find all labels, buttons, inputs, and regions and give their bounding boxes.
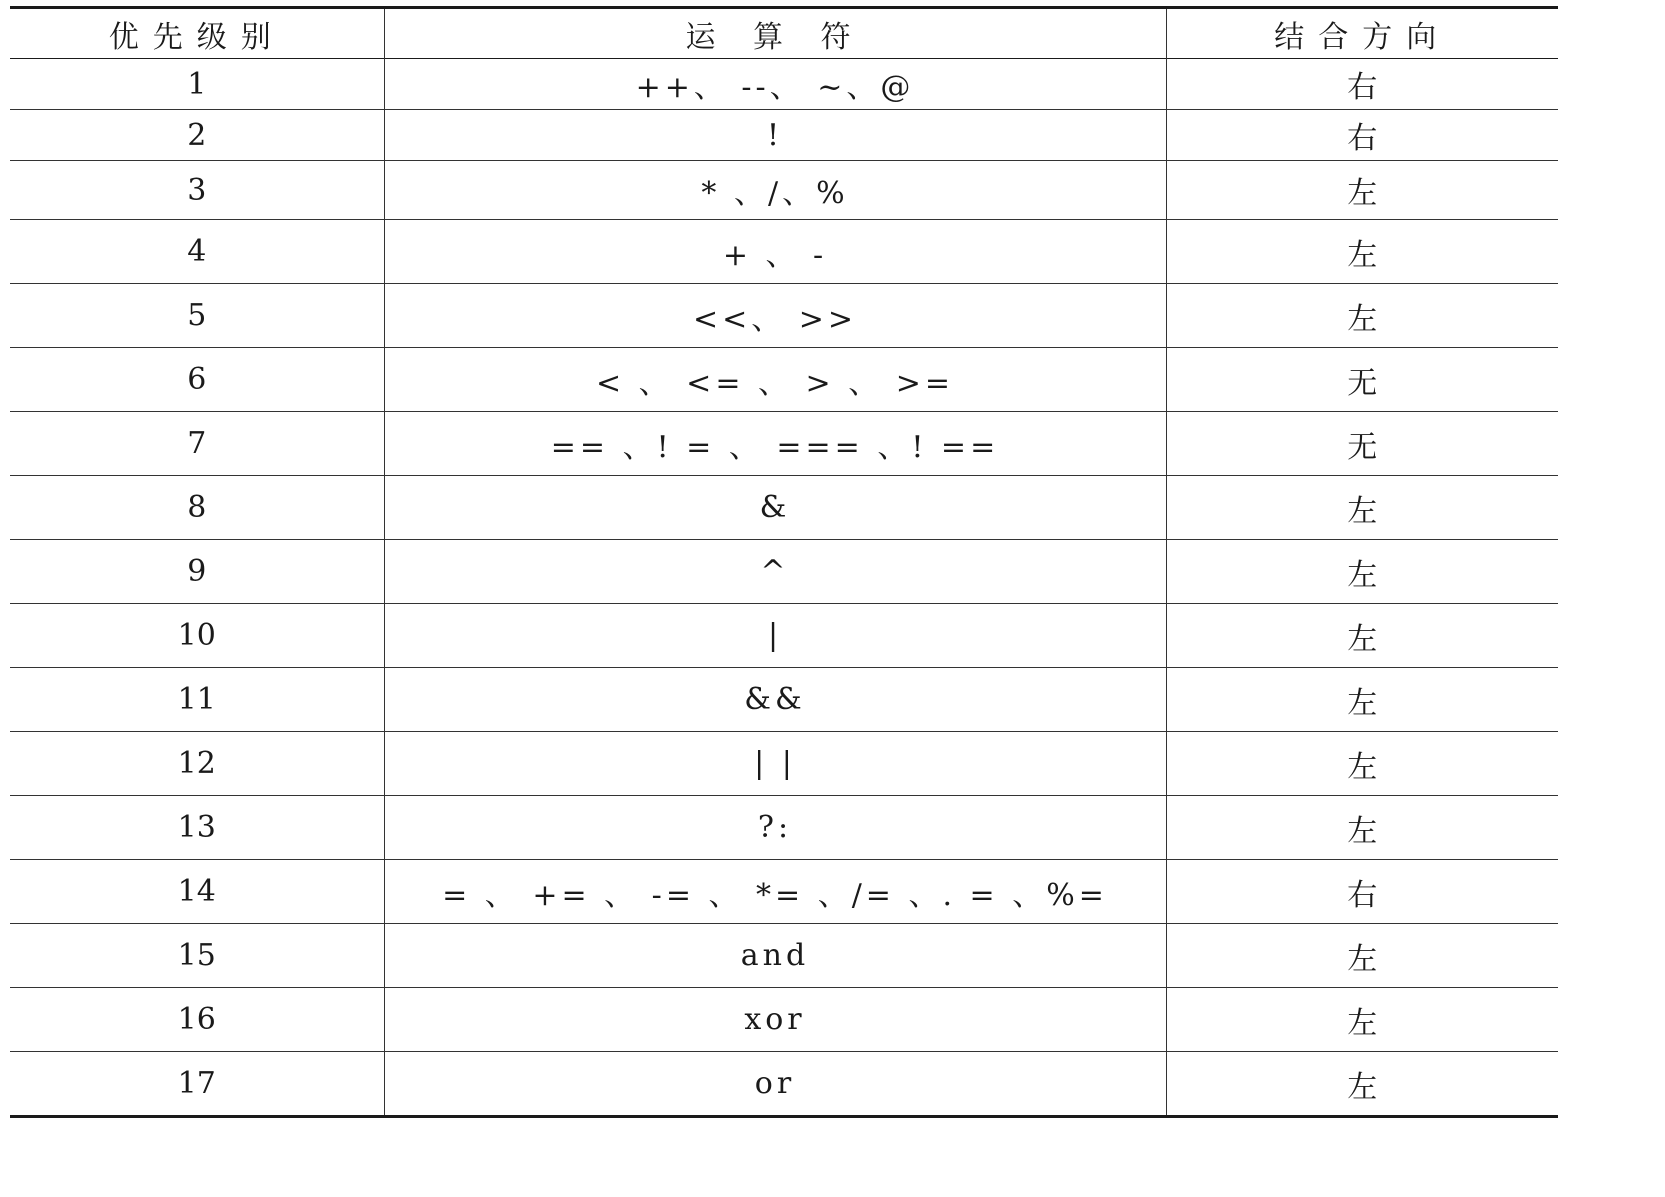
table-row [10, 796, 1558, 860]
table-row [10, 988, 1558, 1052]
operators-cell: and [384, 924, 1166, 988]
operators-cell: & [384, 476, 1166, 540]
operators-cell: < 、 <= 、 > 、 >= [384, 348, 1166, 412]
associativity-cell: 右 [1166, 860, 1558, 924]
operators-cell: xor [384, 988, 1166, 1052]
priority-cell: 1 [187, 66, 207, 102]
operators-cell: + 、 - [384, 220, 1166, 284]
table-row [10, 860, 1558, 924]
priority-cell: 7 [187, 426, 207, 461]
header-associativity: 结合方向 [1166, 8, 1558, 59]
table-row [10, 284, 1558, 348]
table-row [10, 732, 1558, 796]
operators-cell: | | [384, 732, 1166, 796]
operators-cell: == 、! = 、 === 、! == [384, 412, 1166, 476]
priority-cell: 5 [187, 298, 207, 333]
header-priority: 优先级别 [108, 19, 285, 55]
priority-cell: 12 [177, 746, 216, 781]
associativity-cell: 无 [1166, 412, 1558, 476]
operators-cell: && [384, 668, 1166, 732]
priority-cell: 3 [187, 172, 207, 208]
priority-cell: 17 [177, 1066, 216, 1101]
operators-cell: or [384, 1052, 1166, 1117]
operators-cell: | [384, 604, 1166, 668]
associativity-cell: 左 [1166, 668, 1558, 732]
table-row [10, 220, 1558, 284]
priority-cell: 9 [187, 554, 207, 589]
table-row [10, 604, 1558, 668]
table-row [10, 668, 1558, 732]
associativity-cell: 左 [1166, 988, 1558, 1052]
operators-cell: ^ [384, 540, 1166, 604]
priority-cell: 16 [177, 1002, 216, 1037]
priority-cell: 14 [177, 874, 216, 909]
associativity-cell: 左 [1166, 284, 1558, 348]
table-row [10, 924, 1558, 988]
associativity-cell: 无 [1166, 348, 1558, 412]
header-operators: 运 算 符 [384, 8, 1166, 59]
table-row [10, 1052, 1558, 1117]
priority-cell: 11 [177, 682, 216, 717]
operators-cell: ++、 --、 ~、@ [384, 59, 1166, 110]
associativity-cell: 右 [1166, 59, 1558, 110]
table-body [10, 59, 1558, 1117]
associativity-cell: 左 [1166, 924, 1558, 988]
priority-cell: 4 [187, 234, 207, 269]
table-row [10, 59, 1558, 110]
operators-cell: = 、 += 、 -= 、 *= 、/= 、. = 、%= [384, 860, 1166, 924]
operators-cell: <<、 >> [384, 284, 1166, 348]
table-row [10, 412, 1558, 476]
priority-cell: 15 [177, 938, 216, 973]
table-row [10, 110, 1558, 161]
associativity-cell: 左 [1166, 1052, 1558, 1117]
priority-cell: 2 [187, 117, 207, 153]
header-row [10, 8, 1558, 59]
associativity-cell: 左 [1166, 732, 1558, 796]
table-header [10, 8, 1558, 59]
associativity-cell: 左 [1166, 796, 1558, 860]
table-row [10, 540, 1558, 604]
associativity-cell: 左 [1166, 161, 1558, 220]
priority-cell: 13 [177, 810, 216, 845]
priority-cell: 10 [177, 618, 216, 653]
priority-cell: 8 [187, 490, 207, 525]
associativity-cell: 右 [1166, 110, 1558, 161]
associativity-cell: 左 [1166, 476, 1558, 540]
operators-cell: ?: [384, 796, 1166, 860]
operator-precedence-table [10, 6, 1558, 1118]
table-row [10, 161, 1558, 220]
associativity-cell: 左 [1166, 540, 1558, 604]
table-row [10, 476, 1558, 540]
priority-cell: 6 [187, 362, 207, 397]
associativity-cell: 左 [1166, 220, 1558, 284]
associativity-cell: 左 [1166, 604, 1558, 668]
operators-cell: * 、/、% [384, 161, 1166, 220]
operators-cell: ! [384, 110, 1166, 161]
table-row [10, 348, 1558, 412]
